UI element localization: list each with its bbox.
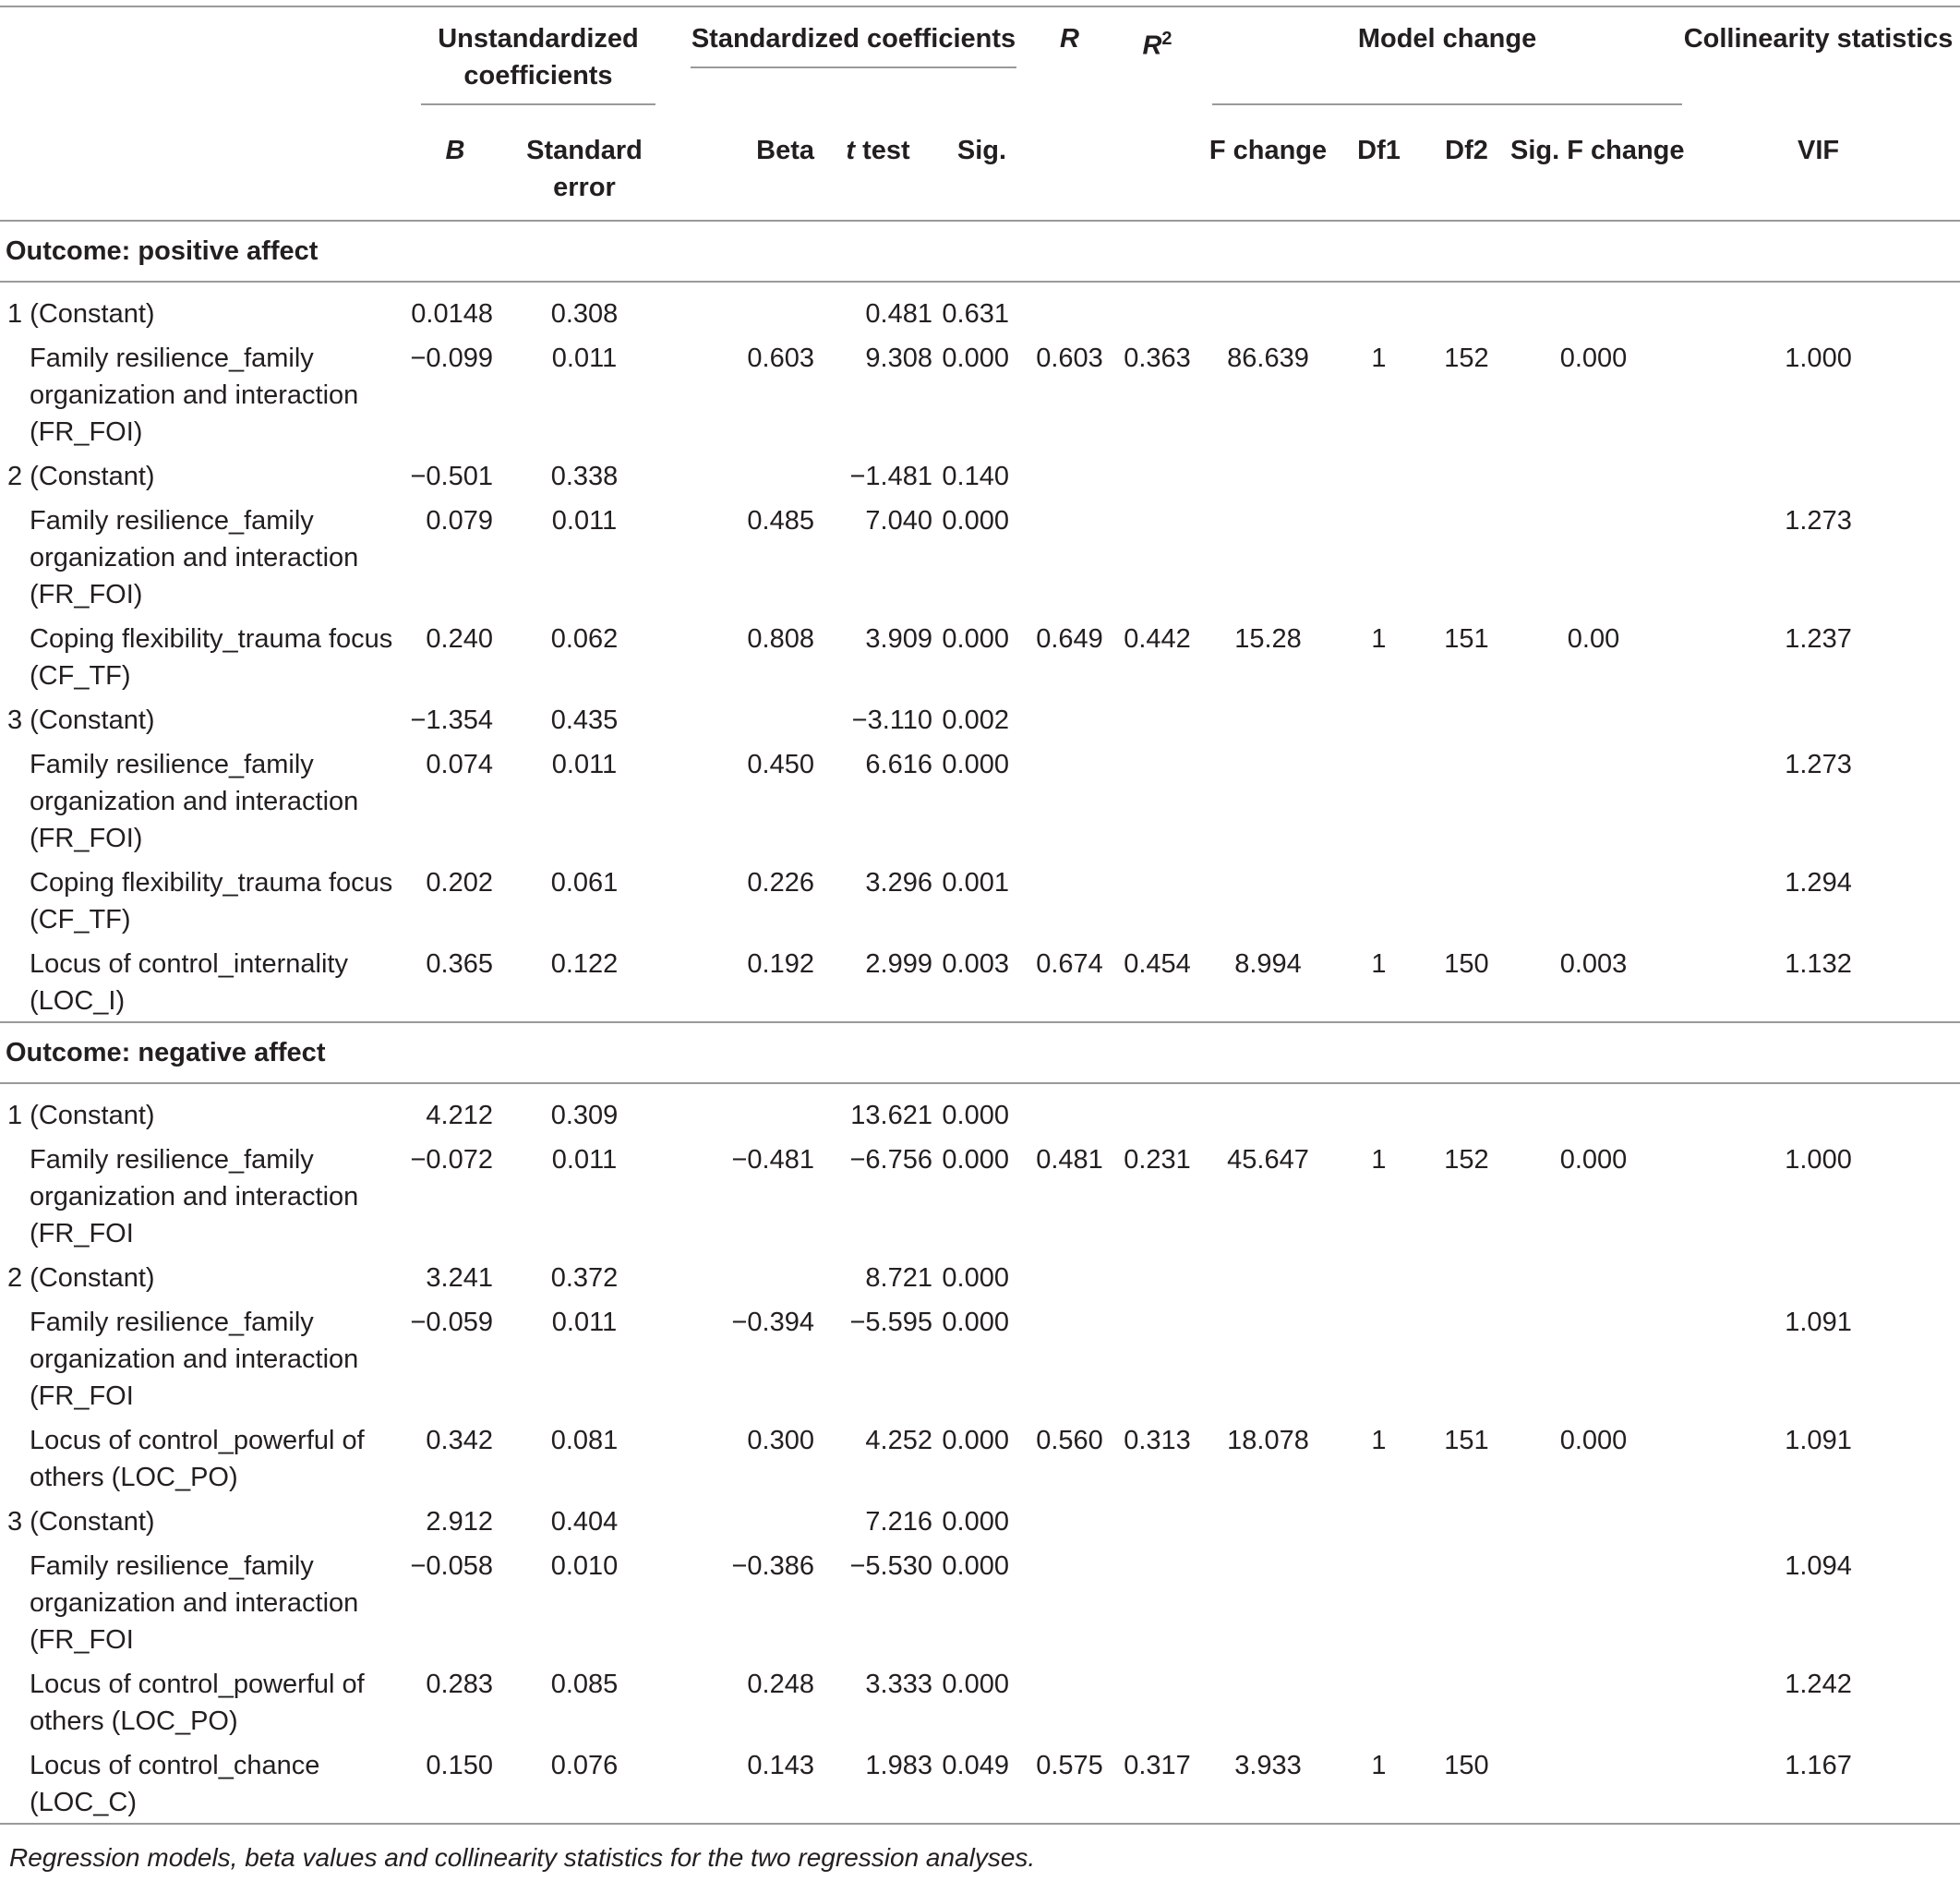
cell-sig-f-change (1510, 1254, 1677, 1298)
cell-sig: 0.631 (942, 299, 1009, 329)
cell-f-change: 86.639 (1227, 344, 1309, 373)
cell-sig: 0.000 (942, 344, 1009, 373)
table-row (0, 1136, 1960, 1254)
table-row (0, 1498, 1960, 1542)
cell-b: 0.202 (426, 868, 493, 898)
row-label: 1 (Constant) (7, 1101, 155, 1130)
cell-f-change (1201, 1254, 1335, 1298)
row-label: Family resilience_family organization and interaction (FR_FOI (30, 1551, 359, 1655)
cell-sig: 0.140 (942, 462, 1009, 491)
cell-b: 0.0148 (411, 299, 493, 329)
subheader-standard-error: Standard error (526, 136, 643, 202)
cell-vif: 1.091 (1785, 1426, 1852, 1455)
cell-r (1026, 1660, 1113, 1742)
cell-sig-f-change (1510, 452, 1677, 497)
cell-beta: 0.192 (747, 949, 814, 979)
cell-sig: 0.000 (942, 1426, 1009, 1455)
cell-t-test: 13.621 (850, 1101, 932, 1130)
cell-se: 0.076 (550, 1751, 619, 1780)
cell-r-squared (1113, 1083, 1201, 1136)
cell-r-squared (1113, 741, 1201, 859)
cell-sig: 0.001 (942, 868, 1009, 898)
row-label: Family resilience_family organization and interaction (FR_FOI) (30, 750, 359, 853)
header-r-squared: $R^2$ (1142, 29, 1172, 61)
row-label: Family resilience_family organization and interaction (FR_FOI) (30, 506, 359, 609)
cell-r-squared: 0.317 (1124, 1751, 1191, 1780)
cell-b: −1.354 (410, 705, 493, 735)
row-label: 3 (Constant) (7, 705, 155, 735)
cell-sig: 0.000 (942, 1308, 1009, 1337)
cell-df1 (1335, 282, 1423, 334)
cell-se: 0.309 (550, 1101, 619, 1130)
cell-df1 (1335, 452, 1423, 497)
table-row (0, 1298, 1960, 1417)
row-label: Family resilience_family organization and interaction (FR_FOI (30, 1145, 359, 1248)
cell-sig: 0.000 (942, 1551, 1009, 1581)
cell-f-change (1201, 1498, 1335, 1542)
cell-vif: 1.000 (1785, 1145, 1852, 1175)
cell-df2: 150 (1444, 1751, 1489, 1780)
table-row (0, 497, 1960, 615)
cell-r (1026, 282, 1113, 334)
cell-df2: 152 (1444, 1145, 1489, 1175)
cell-r-squared (1113, 1660, 1201, 1742)
cell-f-change (1201, 859, 1335, 940)
cell-t-test: −6.756 (849, 1145, 932, 1175)
cell-sig: 0.000 (942, 1263, 1009, 1293)
row-label: Coping flexibility_trauma focus (CF_TF) (30, 868, 393, 934)
header-stub (0, 6, 404, 114)
cell-r (1026, 1542, 1113, 1660)
cell-df1: 1 (1371, 1751, 1387, 1780)
cell-t-test: 9.308 (865, 344, 932, 373)
cell-t-test: 7.216 (865, 1507, 932, 1537)
cell-vif (1677, 1498, 1960, 1542)
cell-vif: 1.091 (1785, 1308, 1852, 1337)
cell-r: 0.575 (1036, 1751, 1103, 1780)
table-row (0, 1660, 1960, 1742)
cell-r-squared (1113, 1542, 1201, 1660)
cell-vif (1677, 282, 1960, 334)
row-label: Family resilience_family organization and interaction (FR_FOI (30, 1308, 359, 1411)
cell-vif (1677, 696, 1960, 741)
cell-r-squared: 0.231 (1124, 1145, 1191, 1175)
cell-beta: 0.450 (747, 750, 814, 779)
cell-f-change (1201, 696, 1335, 741)
cell-r: 0.560 (1036, 1426, 1103, 1455)
cell-df1 (1335, 1254, 1423, 1298)
cell-r-squared (1113, 859, 1201, 940)
header-r: R (1060, 24, 1079, 54)
cell-df1 (1335, 1660, 1423, 1742)
cell-r-squared (1113, 282, 1201, 334)
cell-se: 0.081 (550, 1426, 619, 1455)
table-row (0, 859, 1960, 940)
cell-r-squared: 0.442 (1124, 624, 1191, 654)
cell-se: 0.011 (551, 750, 618, 779)
cell-sig-f-change (1510, 696, 1677, 741)
cell-t-test: 7.040 (865, 506, 932, 536)
cell-se: 0.061 (550, 868, 619, 898)
cell-df1 (1335, 1498, 1423, 1542)
cell-df1 (1335, 741, 1423, 859)
cell-r-squared (1113, 1298, 1201, 1417)
cell-f-change: 18.078 (1227, 1426, 1309, 1455)
cell-r-squared: 0.454 (1124, 949, 1191, 979)
cell-beta: 0.143 (747, 1751, 814, 1780)
cell-vif: 1.237 (1785, 624, 1852, 654)
cell-sig: 0.000 (942, 506, 1009, 536)
cell-df1 (1335, 1542, 1423, 1660)
cell-df1: 1 (1371, 1145, 1387, 1175)
row-label: Coping flexibility_trauma focus (CF_TF) (30, 624, 393, 691)
cell-b: 4.212 (426, 1101, 493, 1130)
cell-df1: 1 (1371, 1426, 1387, 1455)
section-title: Outcome: positive affect (0, 221, 1960, 282)
table-row (0, 1542, 1960, 1660)
cell-f-change (1201, 1298, 1335, 1417)
cell-se: 0.085 (550, 1670, 619, 1699)
cell-df1 (1335, 1298, 1423, 1417)
cell-r (1026, 497, 1113, 615)
header-model-change-label: Model change (1212, 7, 1682, 105)
cell-se: 0.011 (551, 344, 618, 373)
table-row (0, 334, 1960, 452)
row-label: Locus of control_chance (LOC_C) (30, 1751, 320, 1817)
cell-sig: 0.000 (942, 1507, 1009, 1537)
row-label: 3 (Constant) (7, 1507, 155, 1537)
cell-beta (663, 696, 818, 741)
cell-t-test: −3.110 (851, 705, 932, 735)
cell-f-change (1201, 1083, 1335, 1136)
cell-se: 0.011 (551, 1308, 618, 1337)
subheader-f-change: F change (1208, 136, 1328, 165)
table-row (0, 940, 1960, 1022)
cell-r-squared: 0.363 (1124, 344, 1191, 373)
cell-f-change: 8.994 (1234, 949, 1302, 979)
cell-sig: 0.000 (942, 624, 1009, 654)
cell-sig-f-change (1510, 1542, 1677, 1660)
cell-r: 0.674 (1036, 949, 1103, 979)
cell-sig-f-change: 0.000 (1559, 1145, 1628, 1175)
cell-sig-f-change: 0.000 (1559, 344, 1628, 373)
cell-r (1026, 1083, 1113, 1136)
cell-f-change (1201, 1660, 1335, 1742)
cell-df2 (1423, 497, 1510, 615)
table-row (0, 615, 1960, 696)
subheader-stub (0, 114, 404, 221)
cell-t-test: 4.252 (865, 1426, 932, 1455)
subheader-sig-f-change: Sig. F change (1510, 136, 1685, 165)
table-row (0, 1742, 1960, 1824)
cell-r-squared (1113, 696, 1201, 741)
cell-vif (1677, 1083, 1960, 1136)
cell-df2 (1423, 696, 1510, 741)
cell-f-change: 15.28 (1234, 624, 1302, 654)
cell-sig-f-change: 0.003 (1559, 949, 1628, 979)
cell-beta: 0.485 (747, 506, 814, 536)
cell-vif (1677, 452, 1960, 497)
cell-b: 0.150 (426, 1751, 493, 1780)
cell-b: 0.079 (426, 506, 493, 536)
cell-beta (663, 1498, 818, 1542)
table-row (0, 741, 1960, 859)
cell-vif: 1.167 (1785, 1751, 1852, 1780)
cell-sig: 0.049 (942, 1751, 1009, 1780)
cell-sig: 0.000 (942, 1145, 1009, 1175)
cell-t-test: −5.595 (849, 1308, 932, 1337)
cell-sig: 0.000 (942, 1101, 1009, 1130)
cell-sig-f-change (1510, 282, 1677, 334)
cell-se: 0.372 (550, 1263, 619, 1293)
cell-vif: 1.132 (1785, 949, 1852, 979)
cell-vif: 1.273 (1785, 750, 1852, 779)
cell-t-test: 8.721 (865, 1263, 932, 1293)
row-label: Family resilience_family organization and interaction (FR_FOI) (30, 344, 359, 447)
cell-se: 0.338 (550, 462, 619, 491)
table-header (0, 6, 1960, 221)
row-label: 2 (Constant) (7, 462, 155, 491)
cell-t-test: 3.333 (865, 1670, 932, 1699)
cell-r: 0.481 (1036, 1145, 1103, 1175)
table-row (0, 1254, 1960, 1298)
cell-vif: 1.094 (1785, 1551, 1852, 1581)
cell-sig-f-change (1510, 741, 1677, 859)
cell-vif: 1.242 (1785, 1670, 1852, 1699)
cell-sig-f-change (1510, 859, 1677, 940)
cell-b: 0.342 (426, 1426, 493, 1455)
row-label: Locus of control_powerful of others (LOC_PO) (30, 1670, 365, 1736)
cell-t-test: 3.296 (865, 868, 932, 898)
subheader-t-test: t test (846, 136, 910, 165)
cell-r (1026, 1298, 1113, 1417)
cell-se: 0.011 (551, 1145, 618, 1175)
cell-sig-f-change (1510, 1498, 1677, 1542)
table-row (0, 696, 1960, 741)
cell-vif: 1.294 (1785, 868, 1852, 898)
cell-vif: 1.273 (1785, 506, 1852, 536)
header-collinearity-statistics: Collinearity statistics (1683, 24, 1954, 54)
cell-t-test: 3.909 (865, 624, 932, 654)
cell-t-test: 2.999 (865, 949, 932, 979)
row-label: 1 (Constant) (7, 299, 155, 329)
row-label: Locus of control_powerful of others (LOC_PO) (30, 1426, 365, 1492)
cell-t-test: 1.983 (865, 1751, 932, 1780)
cell-se: 0.308 (550, 299, 619, 329)
table-row (0, 1417, 1960, 1498)
table-body (0, 221, 1960, 1824)
cell-df2 (1423, 1254, 1510, 1298)
cell-b: 0.240 (426, 624, 493, 654)
header-standardized-coefficients (663, 6, 1026, 114)
cell-sig: 0.002 (942, 705, 1009, 735)
cell-df2 (1423, 1083, 1510, 1136)
cell-df2: 150 (1444, 949, 1489, 979)
cell-df2 (1423, 1298, 1510, 1417)
cell-se: 0.062 (550, 624, 619, 654)
cell-r-squared (1113, 497, 1201, 615)
cell-r (1026, 1498, 1113, 1542)
cell-beta: −0.394 (731, 1308, 814, 1337)
cell-df2: 151 (1444, 1426, 1489, 1455)
table-row (0, 1083, 1960, 1136)
cell-beta (663, 282, 818, 334)
cell-r (1026, 741, 1113, 859)
subheader-sig: Sig. (956, 136, 1007, 165)
cell-b: 0.283 (426, 1670, 493, 1699)
cell-sig-f-change (1510, 1298, 1677, 1417)
cell-beta: 0.603 (747, 344, 814, 373)
cell-df2: 152 (1444, 344, 1489, 373)
cell-df1 (1335, 859, 1423, 940)
cell-b: 3.241 (426, 1263, 493, 1293)
subheader-df1: Df1 (1357, 136, 1401, 165)
cell-beta (663, 452, 818, 497)
cell-sig-f-change (1510, 497, 1677, 615)
cell-t-test: −5.530 (849, 1551, 932, 1581)
cell-r (1026, 452, 1113, 497)
cell-r (1026, 1254, 1113, 1298)
cell-df2 (1423, 1498, 1510, 1542)
cell-f-change: 3.933 (1234, 1751, 1302, 1780)
cell-df1: 1 (1371, 344, 1387, 373)
cell-se: 0.011 (551, 506, 618, 536)
cell-sig: 0.000 (942, 1670, 1009, 1699)
cell-df1 (1335, 1083, 1423, 1136)
subheader-beta: Beta (756, 136, 814, 165)
header-unstd-label: Unstandardized coefficients (421, 7, 655, 105)
cell-f-change (1201, 497, 1335, 615)
cell-se: 0.010 (550, 1551, 619, 1581)
row-label: 2 (Constant) (7, 1263, 155, 1293)
cell-r-squared (1113, 1498, 1201, 1542)
cell-df2 (1423, 282, 1510, 334)
cell-r (1026, 696, 1113, 741)
cell-se: 0.404 (550, 1507, 619, 1537)
cell-se: 0.122 (550, 949, 619, 979)
cell-beta: −0.386 (731, 1551, 814, 1581)
cell-b: 0.074 (426, 750, 493, 779)
cell-beta: 0.248 (747, 1670, 814, 1699)
cell-r-squared (1113, 452, 1201, 497)
cell-df2 (1423, 1660, 1510, 1742)
cell-sig: 0.003 (942, 949, 1009, 979)
row-label: Locus of control_internality (LOC_I) (30, 949, 348, 1016)
cell-vif (1677, 1254, 1960, 1298)
cell-df2 (1423, 452, 1510, 497)
cell-t-test: 6.616 (865, 750, 932, 779)
subheader-b: B (445, 136, 465, 165)
cell-df1: 1 (1371, 624, 1387, 654)
cell-beta: 0.300 (747, 1426, 814, 1455)
cell-r-squared (1113, 1254, 1201, 1298)
cell-b: −0.099 (410, 344, 493, 373)
header-std-label: Standardized coefficients (691, 7, 1016, 68)
cell-f-change: 45.647 (1227, 1145, 1309, 1175)
cell-r (1026, 859, 1113, 940)
cell-vif: 1.000 (1785, 344, 1852, 373)
cell-t-test: 0.481 (865, 299, 932, 329)
cell-beta (663, 1254, 818, 1298)
cell-sig-f-change (1510, 1660, 1677, 1742)
cell-df2 (1423, 859, 1510, 940)
section-title: Outcome: negative affect (0, 1022, 1960, 1083)
cell-sig: 0.000 (942, 750, 1009, 779)
cell-f-change (1201, 1542, 1335, 1660)
table-row (0, 452, 1960, 497)
cell-beta: 0.226 (747, 868, 814, 898)
cell-b: −0.058 (410, 1551, 493, 1581)
cell-sig-f-change (1510, 1742, 1677, 1824)
cell-r: 0.603 (1036, 344, 1103, 373)
cell-b: 0.365 (426, 949, 493, 979)
table-row (0, 282, 1960, 334)
cell-r: 0.649 (1036, 624, 1103, 654)
cell-sig-f-change (1510, 1083, 1677, 1136)
cell-df2 (1423, 741, 1510, 859)
cell-df2 (1423, 1542, 1510, 1660)
header-unstandardized-coefficients (404, 6, 663, 114)
header-model-change (1201, 6, 1677, 114)
cell-b: −0.501 (410, 462, 493, 491)
table-caption: Regression models, beta values and collinearity statistics for the two regression analyses. (9, 1843, 1036, 1872)
cell-f-change (1201, 282, 1335, 334)
cell-df2: 151 (1444, 624, 1489, 654)
subheader-vif: VIF (1797, 136, 1840, 165)
cell-df1: 1 (1371, 949, 1387, 979)
regression-table (0, 6, 1960, 1825)
cell-beta: 0.808 (747, 624, 814, 654)
cell-r-squared: 0.313 (1124, 1426, 1191, 1455)
cell-b: −0.059 (410, 1308, 493, 1337)
cell-beta: −0.481 (731, 1145, 814, 1175)
cell-df1 (1335, 497, 1423, 615)
cell-sig-f-change: 0.00 (1567, 624, 1620, 654)
subheader-df2: Df2 (1445, 136, 1488, 165)
cell-sig-f-change: 0.000 (1559, 1426, 1628, 1455)
cell-f-change (1201, 452, 1335, 497)
cell-t-test: −1.481 (849, 462, 932, 491)
cell-se: 0.435 (550, 705, 619, 735)
cell-df1 (1335, 696, 1423, 741)
cell-beta (663, 1083, 818, 1136)
cell-b: −0.072 (410, 1145, 493, 1175)
cell-f-change (1201, 741, 1335, 859)
cell-b: 2.912 (426, 1507, 493, 1537)
